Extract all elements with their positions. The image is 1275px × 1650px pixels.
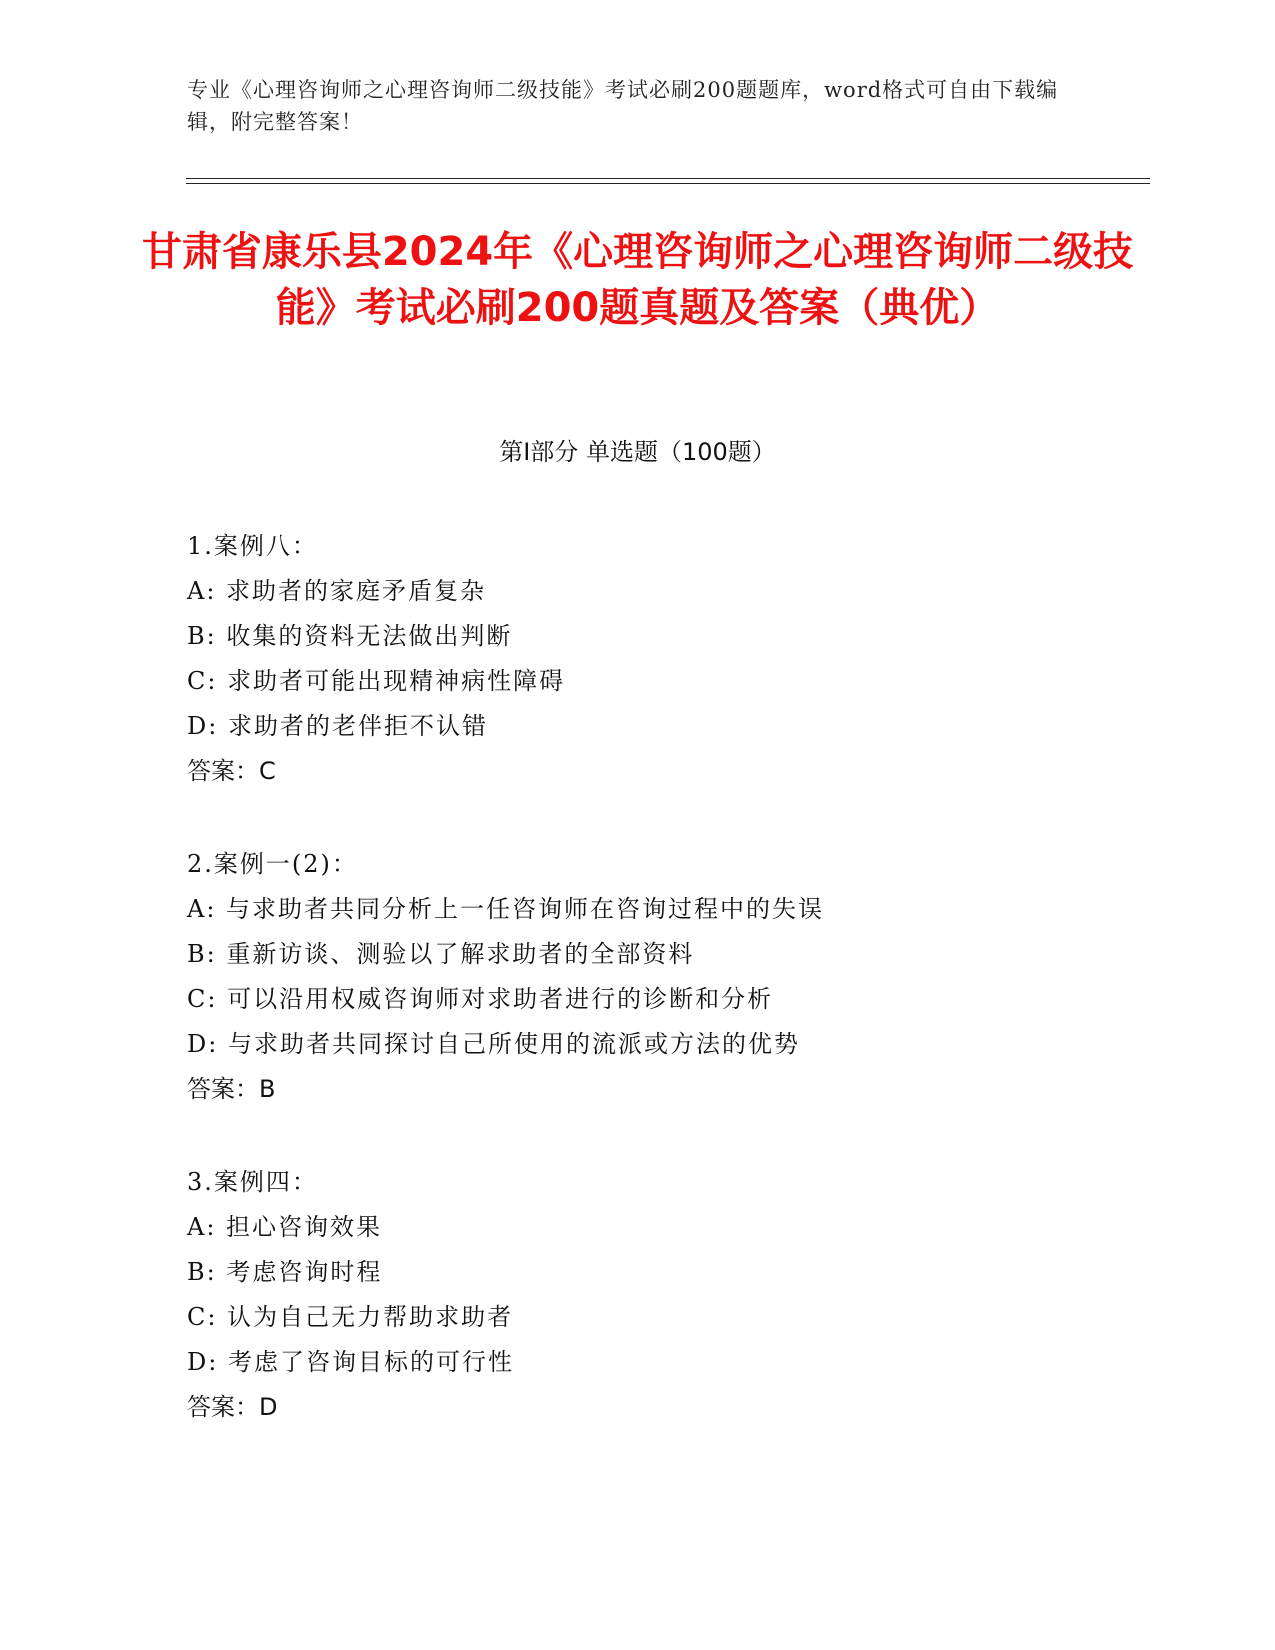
header-divider-bottom (186, 183, 1150, 184)
header-note: 专业《心理咨询师之心理咨询师二级技能》考试必刷200题题库，word格式可自由下载编辑，附完整答案！ (187, 78, 1059, 134)
option-a: A: 与求助者共同分析上一任咨询师在咨询过程中的失误 (187, 895, 825, 923)
section-heading: 第I部分 单选题（100题） (499, 438, 776, 466)
option-d: D: 考虑了咨询目标的可行性 (187, 1348, 514, 1376)
option-d: D: 求助者的老伴拒不认错 (187, 712, 488, 740)
option-c: C: 求助者可能出现精神病性障碍 (187, 667, 566, 695)
question-stem: 1.案例八： (187, 532, 318, 560)
option-a: A: 求助者的家庭矛盾复杂 (187, 577, 487, 605)
question-block (187, 524, 1147, 794)
option-c: C: 可以沿用权威咨询师对求助者进行的诊断和分析 (187, 985, 774, 1013)
header-divider-top (186, 178, 1150, 179)
answer-line: 答案：C (187, 757, 276, 785)
question-stem: 3.案例四： (187, 1168, 318, 1196)
answer-line: 答案：D (187, 1393, 278, 1421)
answer-line: 答案：B (187, 1075, 276, 1103)
option-d: D: 与求助者共同探讨自己所使用的流派或方法的优势 (187, 1030, 800, 1058)
question-block (187, 1160, 1147, 1430)
option-b: B: 重新访谈、测验以了解求助者的全部资料 (187, 940, 695, 968)
option-b: B: 考虑咨询时程 (187, 1258, 383, 1286)
document-title: 甘肃省康乐县2024年《心理咨询师之心理咨询师二级技能》考试必刷200题真题及答案（典优） (141, 229, 1134, 331)
option-a: A: 担心咨询效果 (187, 1213, 383, 1241)
question-block (187, 842, 1147, 1112)
question-stem: 2.案例一(2)： (187, 850, 358, 878)
option-b: B: 收集的资料无法做出判断 (187, 622, 513, 650)
option-c: C: 认为自己无力帮助求助者 (187, 1303, 514, 1331)
